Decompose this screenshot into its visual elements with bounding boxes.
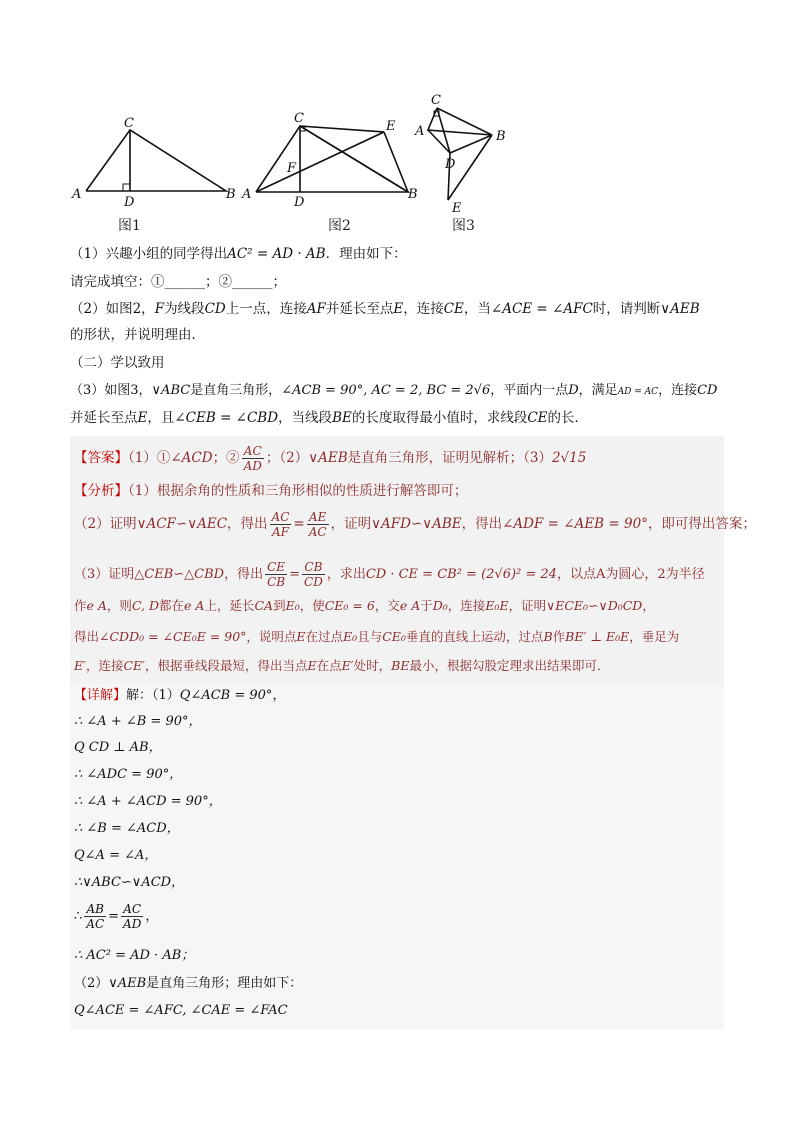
- question-1-line-1: （1）兴趣小组的同学得出AC² = AD · AB．理由如下：: [70, 246, 407, 262]
- detail-heading: 【详解】解：（1）Q∠ACB = 90°，: [74, 688, 286, 703]
- question-1-line-2: 请完成填空：①______；②______；: [70, 274, 286, 290]
- analysis-line-6: E′，连接CE′，根据垂线段最短，得出当点E在点E′处时，BE最小，根据勾股定理求出结果即可．: [74, 658, 610, 673]
- fig2-label-B: B: [408, 187, 418, 202]
- detail-part-2-heading: （2）∨AEB是直角三角形；理由如下：: [74, 976, 303, 991]
- detail-line-5: ∴ ∠B = ∠ACD，: [74, 821, 180, 836]
- detail-line-result: ∴ AC² = AD · AB；: [74, 948, 195, 963]
- figure-3: [428, 108, 492, 200]
- fig3-label-A: A: [415, 124, 425, 139]
- analysis-line-2: （2）证明∨ACF∽∨AEC，得出 $\frac{AC}{AF}$ = $\frac{AE}{AC}$ ，证明∨AFD∽∨ABE，得出∠ADF = ∠AEB = 90°，即可得出答案；: [74, 510, 756, 539]
- fig3-caption: 图3: [452, 218, 475, 234]
- fig1-label-B: B: [226, 187, 236, 202]
- fig1-label-C: C: [124, 116, 134, 131]
- detail-line-3: ∴ ∠ADC = 90°，: [74, 767, 183, 782]
- fig2-label-F: F: [287, 161, 297, 176]
- fig3-label-B: B: [496, 129, 506, 144]
- fig2-label-E: E: [386, 119, 396, 134]
- fig3-label-E: E: [452, 201, 462, 216]
- figure-2: [256, 126, 408, 192]
- question-2-line-2: 的形状，并说明理由．: [70, 327, 205, 343]
- answer-line: 【答案】（1）①∠ACD；② $\frac{AC}{AD}$ ；（2）∨AEB是直角三角形，证明见解析；（3）2√15: [74, 444, 587, 473]
- fig2-label-C: C: [294, 111, 304, 126]
- analysis-line-1: 【分析】（1）根据余角的性质和三角形相似的性质进行解答即可；: [74, 483, 468, 499]
- fig3-label-C: C: [431, 93, 441, 108]
- section-2-heading: （二）学以致用: [70, 355, 165, 371]
- question-3-line-1: （3）如图3，∨ABC是直角三角形，∠ACB = 90°, AC = 2, BC = 2√6，平面内一点D，满足AD = AC，连接CD: [70, 383, 718, 398]
- fig2-caption: 图2: [328, 218, 351, 234]
- fig2-label-D: D: [294, 195, 305, 210]
- detail-line-fraction: ∴ $\frac{AB}{AC}$ = $\frac{AC}{AD}$ ，: [74, 902, 159, 931]
- analysis-line-5: 得出∠CDD₀ = ∠CE₀E = 90°，说明点E在过点E₀且与CE₀垂直的直线上运动，过点B作BE′ ⊥ E₀E，垂足为: [74, 629, 680, 644]
- fig1-label-A: A: [72, 187, 82, 202]
- detail-line-4: ∴ ∠A + ∠ACD = 90°，: [74, 794, 222, 809]
- analysis-line-3: （3）证明△CEB∽△CBD，得出 $\frac{CE}{CB}$ = $\frac{CB}{CD}$ ，求出CD · CE = CB² = (2√6)² = 24，以点A为圆心，2为半径: [74, 560, 705, 589]
- fig1-caption: 图1: [118, 218, 141, 234]
- question-3-line-2: 并延长至点E，且∠CEB = ∠CBD，当线段BE的长度取得最小值时，求线段CE的长．: [70, 410, 589, 426]
- fig3-label-D: D: [445, 157, 456, 172]
- figure-area: [60, 88, 740, 238]
- figures-svg: [60, 88, 740, 238]
- figure-1: [86, 130, 226, 191]
- detail-line-1: ∴ ∠A + ∠B = 90°，: [74, 714, 202, 729]
- detail-line-7: ∴∨ABC∽∨ACD，: [74, 875, 185, 890]
- question-2-line-1: （2）如图2，F为线段CD上一点，连接AF并延长至点E，连接CE，当∠ACE = ∠AFC时，请判断∨AEB: [70, 301, 700, 317]
- fig1-label-D: D: [124, 195, 135, 210]
- detail-line-6: Q∠A = ∠A，: [74, 848, 158, 863]
- detail-line-2: Q CD ⊥ AB，: [74, 740, 162, 755]
- detail-part-2-line-1: Q∠ACE = ∠AFC, ∠CAE = ∠FAC: [74, 1003, 288, 1018]
- analysis-line-4: 作e A，则C, D都在e A上，延长CA到E₀，使CE₀ = 6，交e A于D₀，连接E₀E，证明∨ECE₀∽∨D₀CD，: [74, 598, 655, 613]
- fig2-label-A: A: [242, 187, 252, 202]
